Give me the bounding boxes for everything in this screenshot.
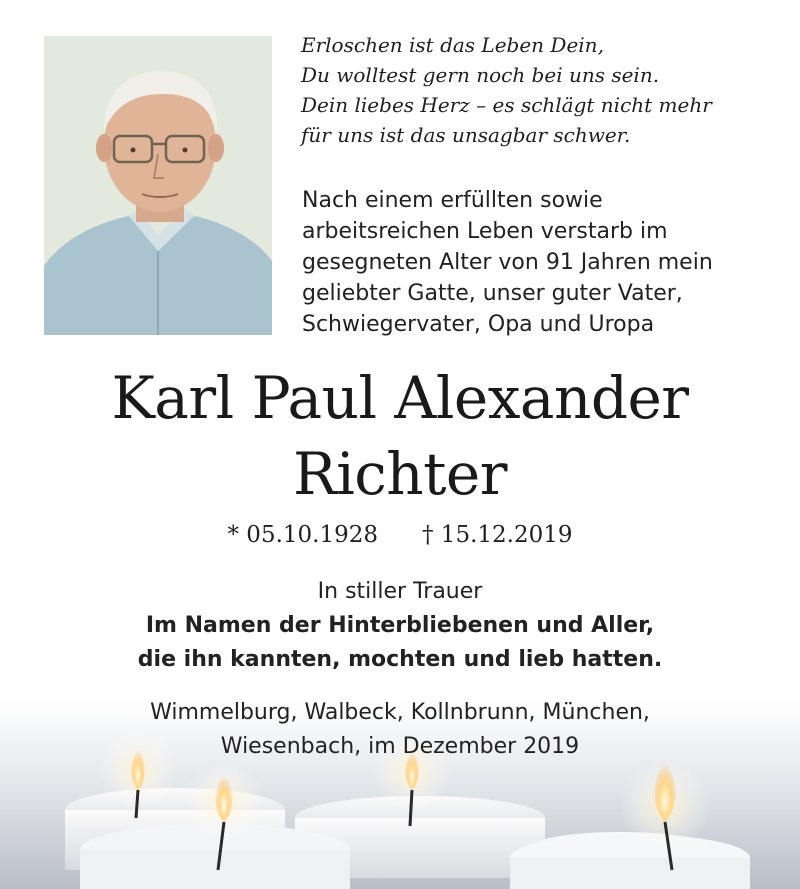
intro-line: gesegneten Alter von 91 Jahren mein (302, 250, 713, 275)
intro-line: Schwiegervater, Opa und Uropa (302, 312, 655, 337)
mourning-line-1: Im Namen der Hinterbliebenen und Aller, (145, 613, 655, 638)
intro-text (302, 185, 772, 340)
place-and-date (0, 696, 800, 764)
death-date: † 15.12.2019 (422, 522, 573, 548)
intro-line: Nach einem erfüllten sowie (302, 188, 603, 213)
name-line-2: Richter (293, 440, 507, 508)
intro-line: geliebter Gatte, unser guter Vater, (302, 281, 683, 306)
place-line-1: Wimmelburg, Walbeck, Kollnbrunn, München, (150, 700, 650, 725)
place-line-2: Wiesenbach, im Dezember 2019 (220, 734, 580, 759)
mourning-intro: In stiller Trauer (317, 579, 483, 604)
name-line-1: Karl Paul Alexander (111, 364, 689, 432)
deceased-name (0, 360, 800, 512)
poem-line: für uns ist das unsagbar schwer. (301, 123, 631, 147)
mourning-line-2: die ihn kannten, mochten und lieb hatten. (137, 647, 663, 672)
birth-date: * 05.10.1928 (227, 522, 378, 548)
life-dates (0, 518, 800, 552)
poem-line: Dein liebes Herz – es schlägt nicht mehr (301, 93, 712, 117)
intro-line: arbeitsreichen Leben verstarb im (302, 219, 668, 244)
poem (301, 30, 771, 150)
poem-line: Erloschen ist das Leben Dein, (301, 33, 604, 57)
poem-line: Du wolltest gern noch bei uns sein. (301, 63, 660, 87)
mourning-text (0, 575, 800, 677)
